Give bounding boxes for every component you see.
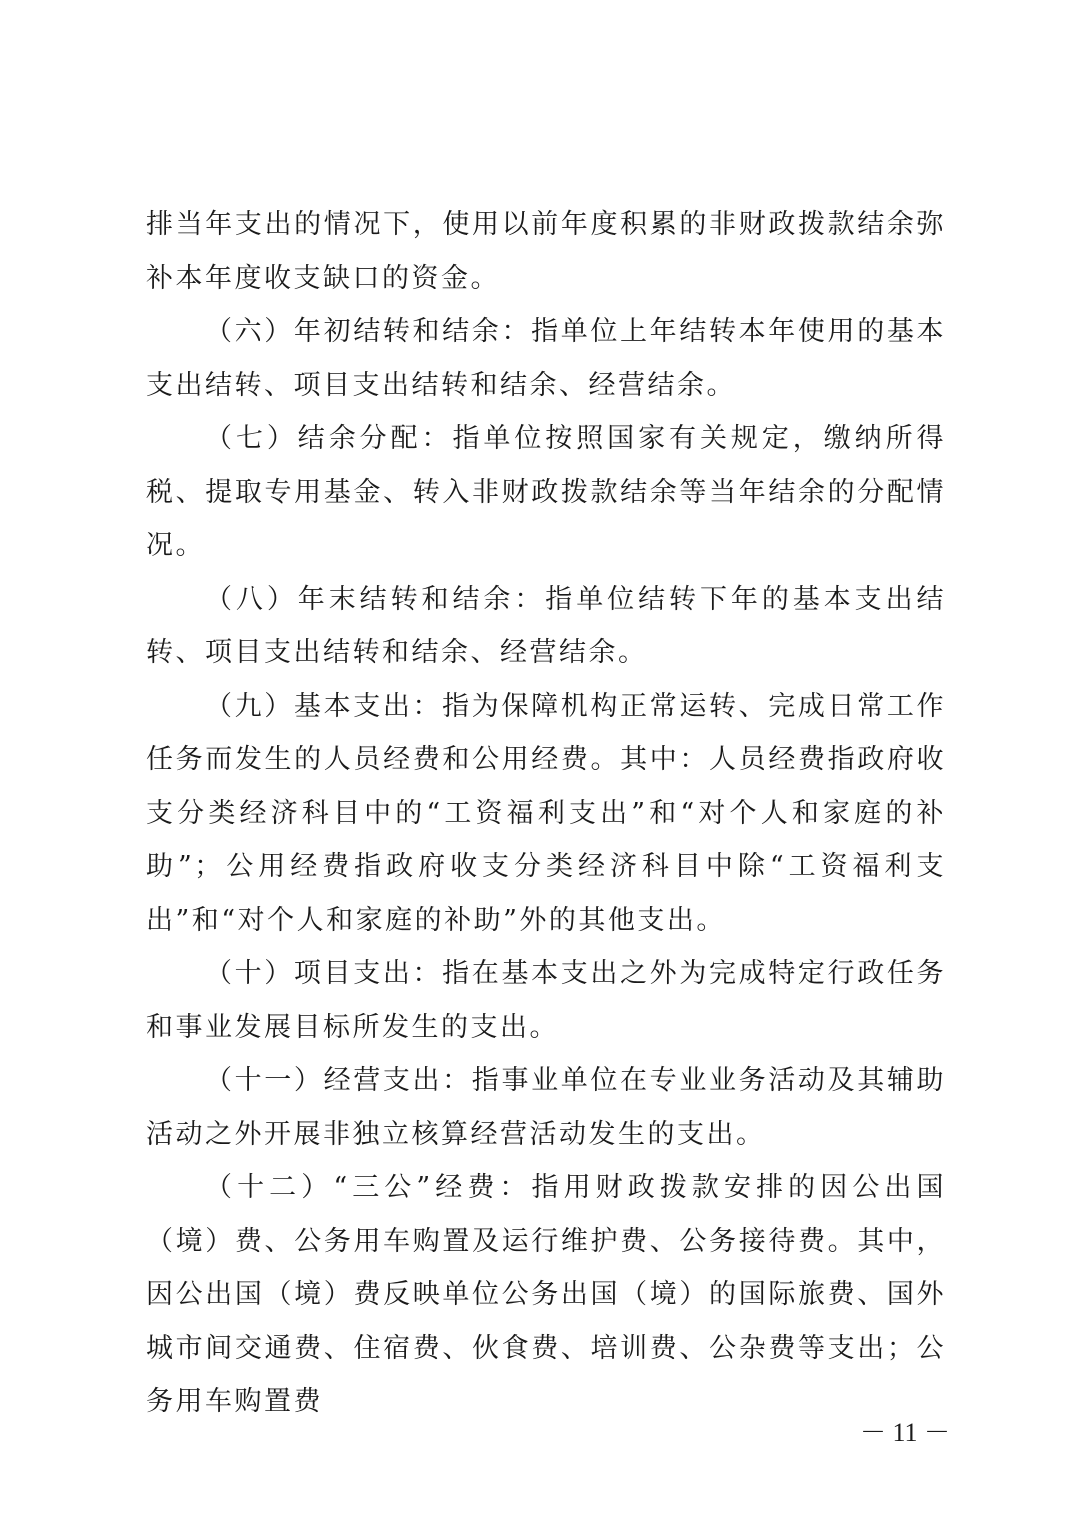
paragraph-item-6: （六）年初结转和结余：指单位上年结转本年使用的基本支出结转、项目支出结转和结余、经营结余。 bbox=[146, 316, 946, 401]
paragraph-continuation: 排当年支出的情况下，使用以前年度积累的非财政拨款结余弥补本年度收支缺口的资金。 bbox=[146, 209, 946, 294]
paragraph-item-8: （八）年末结转和结余：指单位结转下年的基本支出结转、项目支出结转和结余、经营结余。 bbox=[146, 583, 946, 668]
paragraph-item-9: （九）基本支出：指为保障机构正常运转、完成日常工作任务而发生的人员经费和公用经费。其中：人员经费指政府收支分类经济科目中的“工资福利支出”和“对个人和家庭的补助”；公用经费指政府收支分类经济科目中除“工资福利支出”和“对个人和家庭的补助”外的其他支出。 bbox=[146, 690, 946, 936]
paragraph-item-11: （十一）经营支出：指事业单位在专业业务活动及其辅助活动之外开展非独立核算经营活动发生的支出。 bbox=[146, 1065, 946, 1150]
page-number: － 11 － bbox=[860, 1418, 951, 1447]
body-text bbox=[146, 198, 946, 1429]
paragraph-item-12: （十二）“三公”经费：指用财政拨款安排的因公出国（境）费、公务用车购置及运行维护费、公务接待费。其中，因公出国（境）费反映单位公务出国（境）的国际旅费、国外城市间交通费、住宿费、伙食费、培训费、公杂费等支出；公务用车购置费 bbox=[146, 1172, 946, 1417]
paragraph-item-10: （十）项目支出：指在基本支出之外为完成特定行政任务和事业发展目标所发生的支出。 bbox=[146, 958, 946, 1043]
paragraph-item-7: （七）结余分配：指单位按照国家有关规定，缴纳所得税、提取专用基金、转入非财政拨款结余等当年结余的分配情况。 bbox=[146, 423, 946, 561]
